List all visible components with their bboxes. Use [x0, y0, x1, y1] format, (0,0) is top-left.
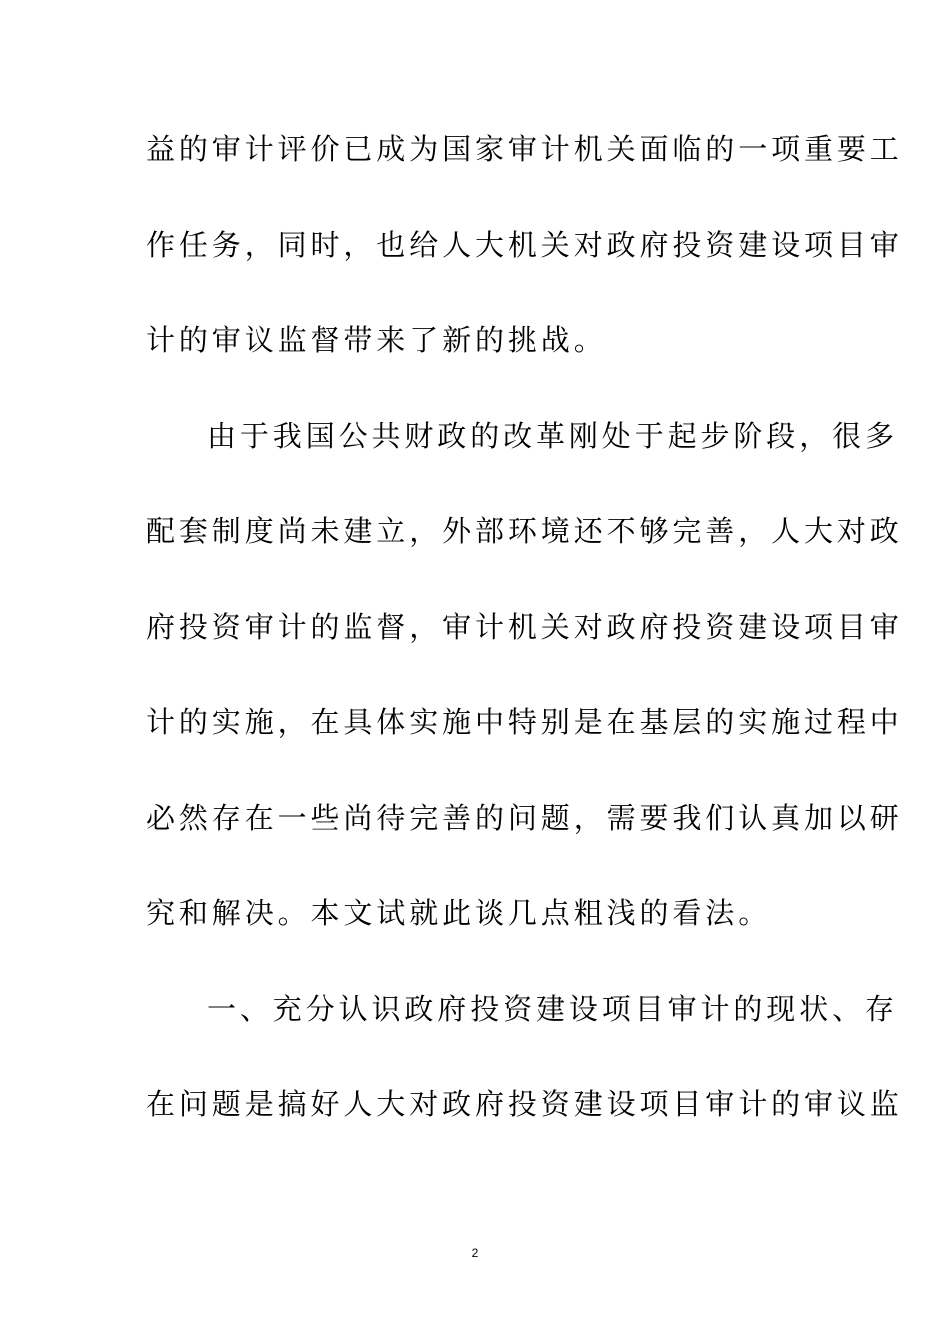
text-line: 计的实施，在具体实施中特别是在基层的实施过程中 — [146, 705, 903, 739]
text-line: 府投资审计的监督，审计机关对政府投资建设项目审 — [146, 609, 903, 644]
paragraph-first-line: 由于我国公共财政的改革刚处于起步阶段，很多 — [207, 418, 898, 453]
section-heading-line: 一、充分认识政府投资建设项目审计的现状、存 — [207, 991, 898, 1026]
text-line: 计的审议监督带来了新的挑战。 — [146, 323, 607, 357]
text-line: 益的审计评价已成为国家审计机关面临的一项重要工 — [146, 132, 903, 166]
text-line: 究和解决。本文试就此谈几点粗浅的看法。 — [146, 896, 772, 930]
text-line: 配套制度尚未建立，外部环境还不够完善，人大对政 — [146, 514, 903, 548]
page-number: 2 — [471, 1246, 479, 1260]
body-text — [146, 118, 903, 1169]
text-line: 必然存在一些尚待完善的问题，需要我们认真加以研 — [146, 800, 903, 835]
text-line: 在问题是搞好人大对政府投资建设项目审计的审议监 — [146, 1087, 903, 1121]
text-line: 作任务，同时，也给人大机关对政府投资建设项目审 — [146, 227, 903, 262]
